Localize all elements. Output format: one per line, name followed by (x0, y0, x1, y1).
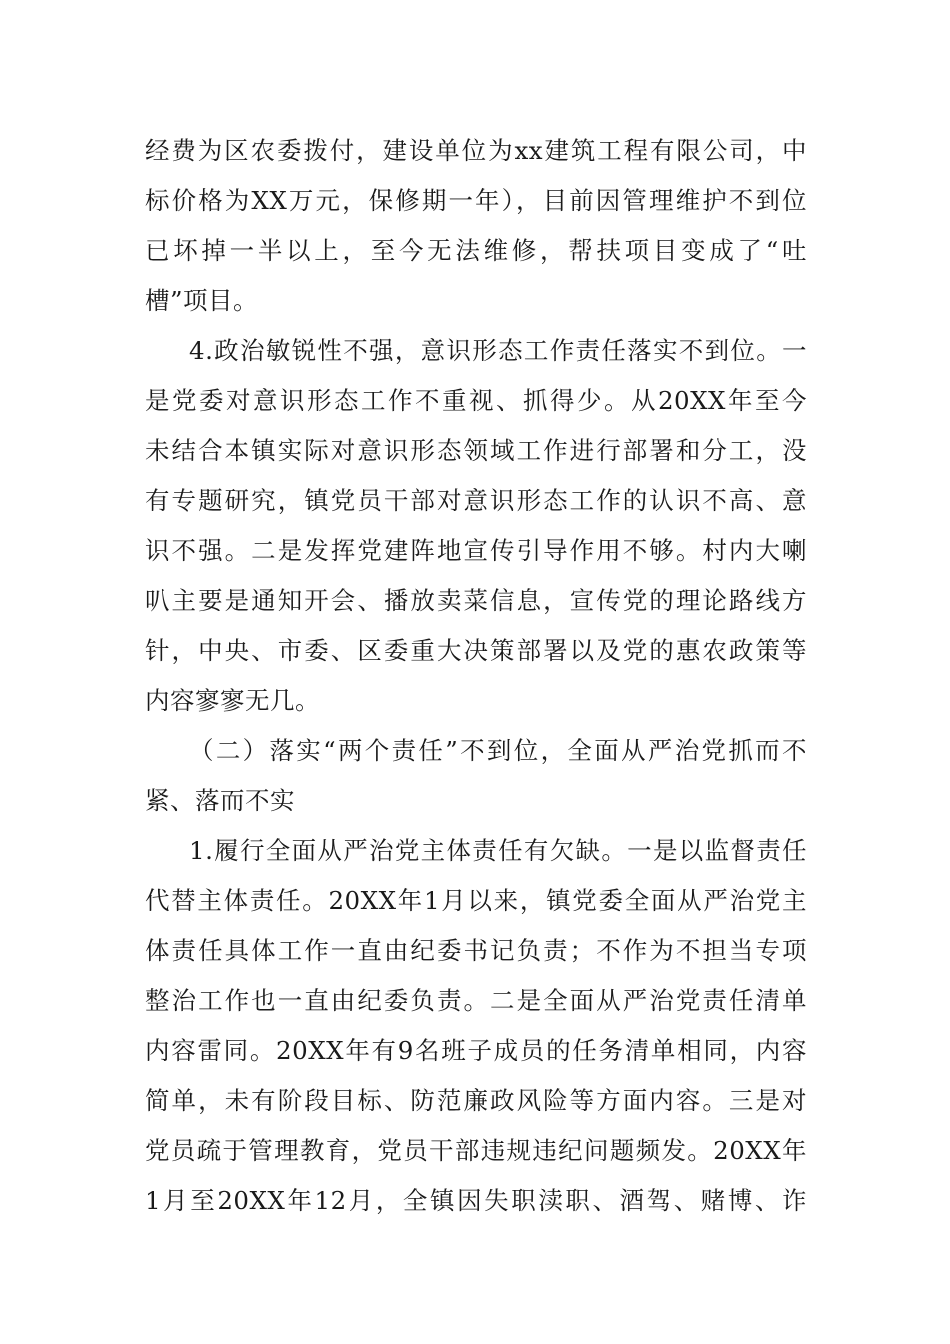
paragraph-line: 是党委对意识形态工作不重视、抓得少。从20XX年至今 (145, 386, 807, 415)
paragraph-line: 党员疏于管理教育，党员干部违规违纪问题频发。20XX年 (145, 1136, 807, 1165)
paragraph-line: 内容寥寥无几。 (145, 686, 320, 715)
paragraph-line: 1月至20XX年12月，全镇因失职渎职、酒驾、赌博、诈 (145, 1186, 807, 1215)
paragraph-line: 有专题研究，镇党员干部对意识形态工作的认识不高、意 (145, 486, 807, 515)
paragraph-line: 整治工作也一直由纪委负责。二是全面从严治党责任清单 (145, 986, 807, 1015)
section-heading-line: 紧、落而不实 (145, 786, 295, 815)
paragraph-line: 4.政治敏锐性不强，意识形态工作责任落实不到位。一 (189, 336, 807, 365)
paragraph-line: 槽”项目。 (145, 286, 259, 315)
paragraph-line: 代替主体责任。20XX年1月以来，镇党委全面从严治党主 (145, 886, 807, 915)
paragraph-line: 针，中央、市委、区委重大决策部署以及党的惠农政策等 (145, 636, 807, 665)
paragraph-line: 叭主要是通知开会、播放卖菜信息，宣传党的理论路线方 (145, 586, 807, 615)
paragraph-line: 经费为区农委拨付，建设单位为xx建筑工程有限公司，中 (145, 136, 807, 165)
paragraph-line: 体责任具体工作一直由纪委书记负责；不作为不担当专项 (145, 936, 807, 965)
paragraph-line: 标价格为XX万元，保修期一年），目前因管理维护不到位 (145, 186, 807, 215)
paragraph-line: 简单，未有阶段目标、防范廉政风险等方面内容。三是对 (145, 1086, 807, 1115)
paragraph-line: 1.履行全面从严治党主体责任有欠缺。一是以监督责任 (189, 836, 807, 865)
paragraph-line: 未结合本镇实际对意识形态领域工作进行部署和分工，没 (145, 436, 807, 465)
paragraph-line: 内容雷同。20XX年有9名班子成员的任务清单相同，内容 (145, 1036, 807, 1065)
section-heading-line: （二）落实“两个责任”不到位，全面从严治党抓而不 (189, 736, 807, 765)
body-text (145, 126, 807, 1226)
paragraph-line: 识不强。二是发挥党建阵地宣传引导作用不够。村内大喇 (145, 536, 807, 565)
paragraph-line: 已坏掉一半以上，至今无法维修，帮扶项目变成了“吐 (145, 236, 807, 265)
